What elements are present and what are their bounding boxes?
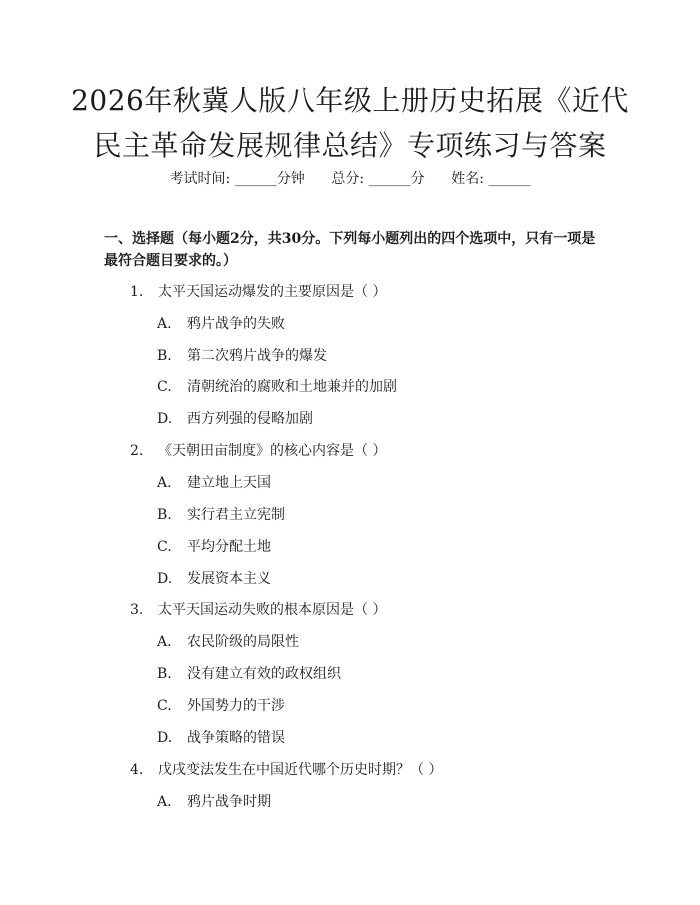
question-3-option-b [157,664,341,684]
option-text: 鸦片战争的失败 [187,316,285,332]
option-letter: A. [157,634,172,650]
question-1 [130,282,386,302]
question-3 [130,600,386,620]
question-1-option-a [157,314,285,334]
option-text: 没有建立有效的政权组织 [187,666,341,682]
question-2-option-b [157,505,285,525]
option-letter: C. [157,698,172,714]
question-1-option-d [157,409,313,429]
question-number: 2. [130,443,144,459]
question-2-option-a [157,473,271,493]
option-letter: B. [157,666,172,682]
question-2-option-d [157,569,271,589]
option-text: 发展资本主义 [187,571,271,587]
option-text: 西方列强的侵略加剧 [187,411,313,427]
option-letter: B. [157,507,172,523]
option-text: 鸦片战争时期 [187,794,271,810]
option-text: 第二次鸦片战争的爆发 [187,348,327,364]
question-4-option-a [157,792,271,812]
option-letter: B. [157,348,172,364]
question-3-option-a [157,632,299,652]
question-3-option-c [157,696,285,716]
option-text: 清朝统治的腐败和土地兼并的加剧 [187,379,397,395]
question-4 [130,760,442,780]
option-text: 实行君主立宪制 [187,507,285,523]
question-text: 《天朝田亩制度》的核心内容是（ ） [158,443,387,459]
option-letter: A. [157,794,172,810]
question-number: 1. [130,284,144,300]
option-letter: C. [157,539,172,555]
question-2 [130,441,386,461]
question-3-option-d [157,728,285,748]
option-text: 外国势力的干涉 [187,698,285,714]
option-letter: D. [157,730,173,746]
option-text: 战争策略的错误 [187,730,285,746]
question-text: 戊戌变法发生在中国近代哪个历史时期？（ ） [158,762,443,778]
option-text: 农民阶级的局限性 [187,634,299,650]
question-1-option-b [157,346,327,366]
option-letter: A. [157,475,172,491]
question-1-option-c [157,377,397,397]
option-letter: C. [157,379,172,395]
question-number: 4. [130,762,144,778]
option-letter: D. [157,411,173,427]
title-line-2: 民主革命发展规律总结》专项练习与答案 [93,129,607,162]
question-text: 太平天国运动失败的根本原因是（ ） [158,602,387,618]
option-letter: D. [157,571,173,587]
document-title [60,78,640,168]
question-number: 3. [130,602,144,618]
option-text: 建立地上天国 [187,475,271,491]
exam-meta-line: 考试时间: ______分钟 总分: ______分 姓名: ______ [169,171,531,187]
section-heading: 一、选择题（每小题2分，共30分。下列每小题列出的四个选项中，只有一项是最符合题目要求的。） [104,231,596,269]
option-text: 平均分配土地 [187,539,271,555]
option-letter: A. [157,316,172,332]
title-line-1: 2026年秋冀人版八年级上册历史拓展《近代 [71,84,629,117]
question-2-option-c [157,537,271,557]
question-text: 太平天国运动爆发的主要原因是（ ） [158,284,387,300]
